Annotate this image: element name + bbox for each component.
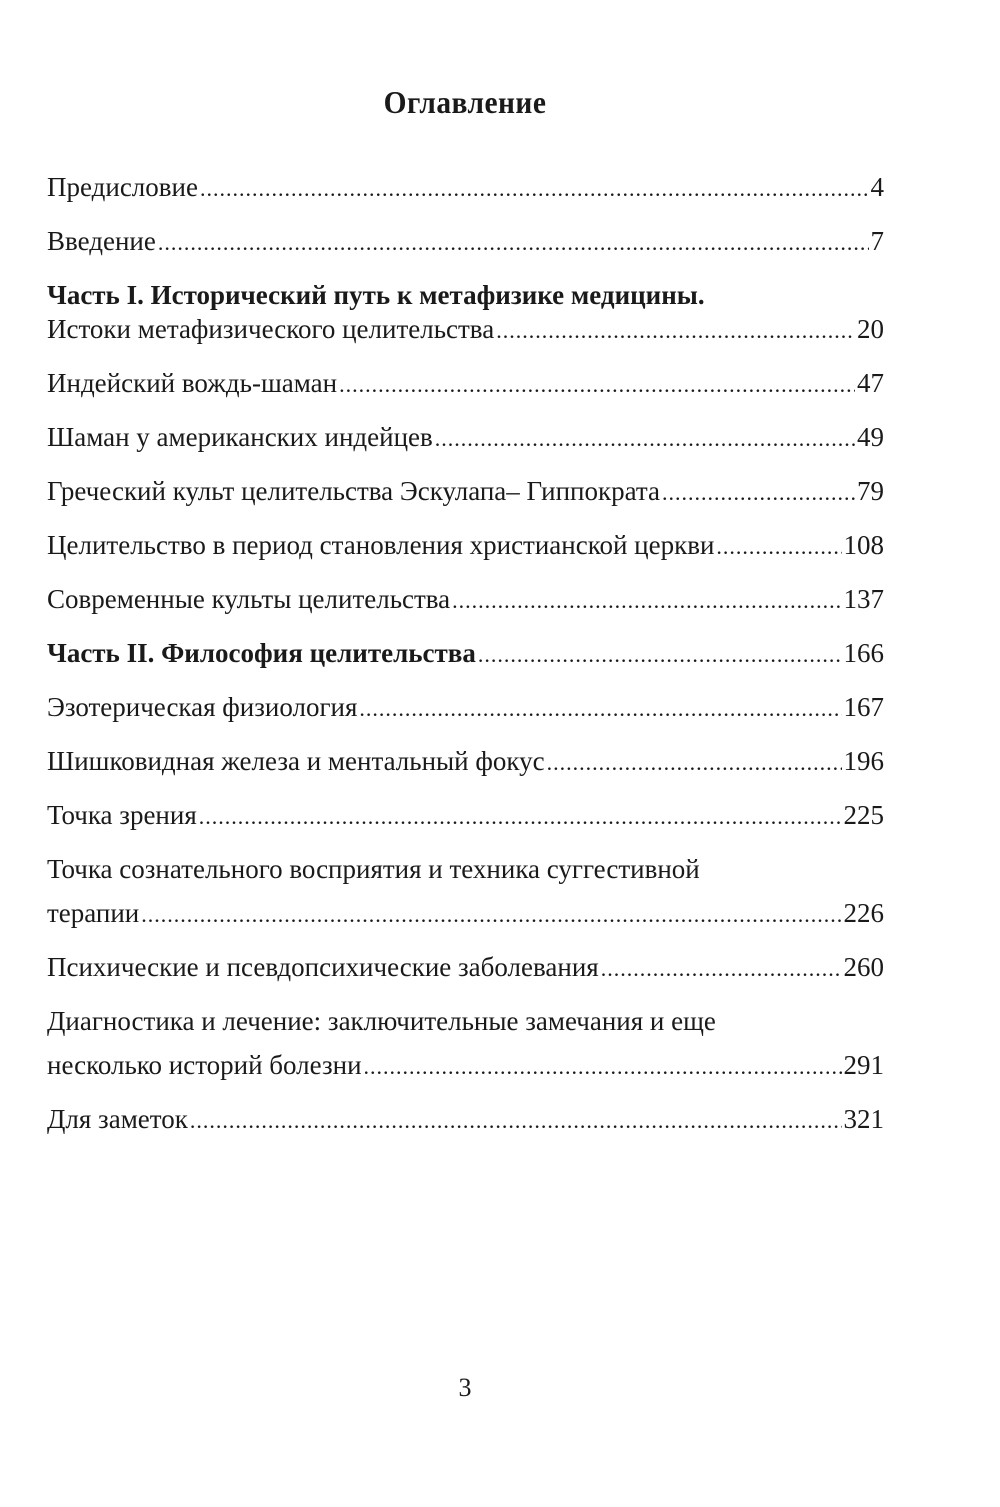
toc-label: Эзотерическая физиология xyxy=(47,692,358,722)
toc-part-entry xyxy=(47,636,884,672)
leader-dots xyxy=(364,1050,842,1084)
toc-page: 226 xyxy=(843,898,884,928)
toc-label: Шишковидная железа и ментальный фокус xyxy=(47,746,545,776)
toc-entry xyxy=(47,474,884,510)
toc-entry xyxy=(47,170,884,206)
leader-dots xyxy=(662,476,855,510)
leader-dots xyxy=(435,422,855,456)
toc-label: Индейский вождь-шаман xyxy=(47,368,338,398)
toc-page: 47 xyxy=(857,368,884,398)
toc-entry xyxy=(47,690,884,726)
toc-page: 7 xyxy=(870,226,884,256)
toc-entry xyxy=(47,420,884,456)
toc-entry-multiline xyxy=(47,1004,884,1084)
toc-entry xyxy=(47,798,884,834)
toc-label: Предисловие xyxy=(47,172,198,202)
toc-page: 137 xyxy=(843,584,884,614)
toc-entry xyxy=(47,582,884,618)
toc-page: 20 xyxy=(857,314,884,344)
toc-label: Введение xyxy=(47,226,156,256)
leader-dots xyxy=(141,898,841,932)
toc-entry xyxy=(47,744,884,780)
leader-dots xyxy=(339,368,855,402)
toc-part-heading xyxy=(47,278,884,312)
leader-dots xyxy=(452,584,841,618)
toc-entry-multiline xyxy=(47,852,884,932)
page-title: Оглавление xyxy=(383,84,547,120)
toc-entry xyxy=(47,366,884,402)
toc-entry xyxy=(47,950,884,986)
toc-page: 167 xyxy=(843,692,884,722)
toc-label: Греческий культ целительства Эскулапа– Гиппократа xyxy=(47,476,660,506)
toc-label: Целительство в период становления христианской церкви xyxy=(47,530,715,560)
leader-dots xyxy=(716,530,841,564)
leader-dots xyxy=(478,638,842,672)
toc-label-line2: терапии xyxy=(47,898,140,928)
toc-entry xyxy=(47,528,884,564)
toc-page: 79 xyxy=(857,476,884,506)
toc-page: 49 xyxy=(857,422,884,452)
toc-label: Часть II. Философия целительства xyxy=(47,638,476,668)
toc-page: 4 xyxy=(870,172,884,202)
leader-dots xyxy=(359,692,841,726)
toc-page: 291 xyxy=(843,1050,884,1080)
leader-dots xyxy=(601,952,842,986)
toc-label: Для заметок xyxy=(47,1104,188,1134)
toc-label-line1: Точка сознательного восприятия и техника суггестивной xyxy=(47,854,700,884)
toc-label-line2: несколько историй болезни xyxy=(47,1050,362,1080)
toc-page: 166 xyxy=(843,638,884,668)
toc-page: 260 xyxy=(843,952,884,982)
toc-entry xyxy=(47,1102,884,1138)
leader-dots xyxy=(190,1104,842,1138)
toc-label: Истоки метафизического целительства xyxy=(47,314,495,344)
table-of-contents xyxy=(47,170,884,1156)
leader-dots xyxy=(158,226,869,260)
toc-label: Шаман у американских индейцев xyxy=(47,422,433,452)
toc-label: Точка зрения xyxy=(47,800,197,830)
toc-entry xyxy=(47,312,884,348)
leader-dots xyxy=(200,172,869,206)
toc-page: 225 xyxy=(843,800,884,830)
toc-page: 321 xyxy=(843,1104,884,1134)
leader-dots xyxy=(547,746,842,780)
toc-label: Психические и псевдопсихические заболевания xyxy=(47,952,599,982)
leader-dots xyxy=(199,800,842,834)
leader-dots xyxy=(496,314,855,348)
toc-label-line1: Диагностика и лечение: заключительные замечания и еще xyxy=(47,1006,716,1036)
toc-label: Современные культы целительства xyxy=(47,584,451,614)
toc-page: 108 xyxy=(843,530,884,560)
toc-label: Часть I. Исторический путь к метафизике медицины. xyxy=(47,280,705,310)
toc-entry xyxy=(47,224,884,260)
toc-page: 196 xyxy=(843,746,884,776)
page-number: 3 xyxy=(458,1373,472,1402)
